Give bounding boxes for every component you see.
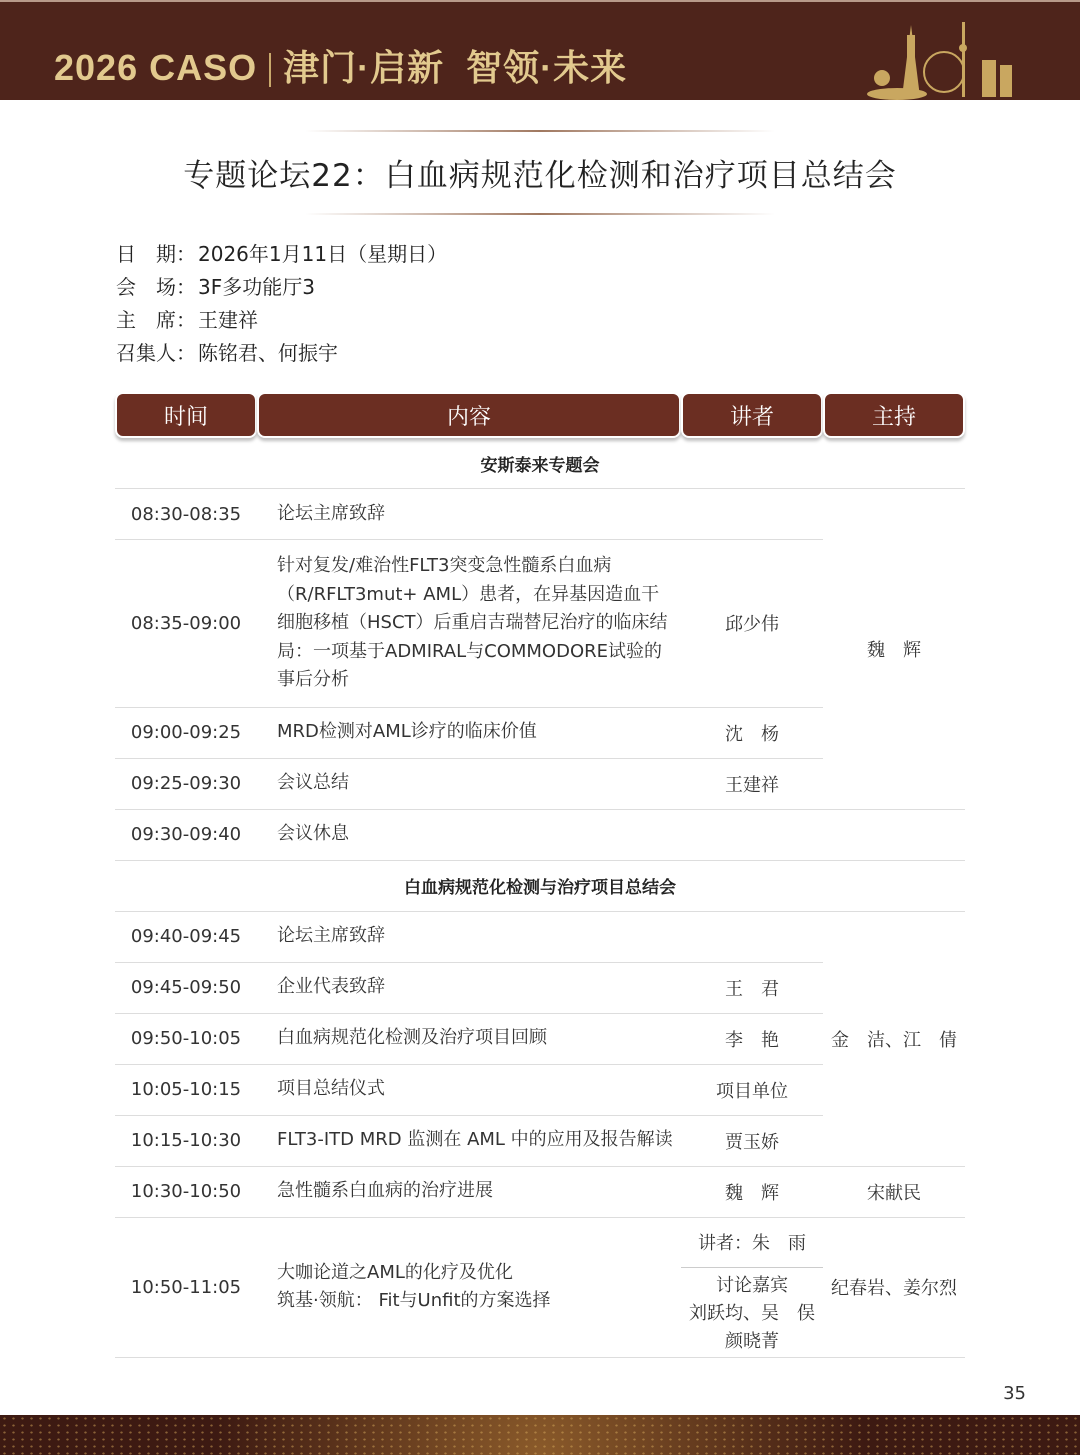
info-convener: 召集人： 陈铭君、何振宇 bbox=[116, 341, 338, 365]
table-row: 09:50-10:05 白血病规范化检测及治疗项目回顾 李 艳 bbox=[115, 1014, 965, 1065]
table-row: 09:40-09:45 论坛主席致辞 金 洁、江 倩 bbox=[115, 912, 965, 963]
slogan-1: 津门·启新 bbox=[283, 47, 445, 88]
table-row: 10:05-10:15 项目总结仪式 项目单位 bbox=[115, 1065, 965, 1116]
brand-logo-text: 2026 CASO bbox=[54, 47, 258, 88]
table-row: 10:15-10:30 FLT3-ITD MRD 监测在 AML 中的应用及报告解读 贾玉娇 bbox=[115, 1116, 965, 1167]
table-row: 10:50-11:05 大咖论道之AML的化疗及优化 筑基·领航： Fit与Unfit的方案选择 讲者：朱 雨 讨论嘉宾 刘跃均、吴 俣 颜晓菁 纪春岩、姜尔烈 bbox=[115, 1218, 965, 1358]
info-chair: 主 席： 王建祥 bbox=[116, 308, 258, 332]
host-cell: 金 洁、江 倩 bbox=[823, 912, 965, 1167]
page-number: 35 bbox=[1003, 1383, 1026, 1404]
title-block bbox=[0, 130, 1080, 215]
table-row: 09:00-09:25 MRD检测对AML诊疗的临床价值 沈 杨 bbox=[115, 708, 965, 759]
session-info bbox=[116, 238, 447, 370]
footer-band bbox=[0, 1415, 1080, 1455]
section-title: 白血病规范化检测与治疗项目总结会 bbox=[115, 861, 965, 912]
table-row: 09:25-09:30 会议总结 王建祥 bbox=[115, 759, 965, 810]
slogan-2: 智领·未来 bbox=[466, 47, 628, 88]
info-date: 日 期： 2026年1月11日（星期日） bbox=[116, 242, 448, 266]
host-cell: 魏 辉 bbox=[823, 489, 965, 810]
header-banner bbox=[0, 0, 1080, 100]
host-cell: 宋献民 bbox=[823, 1167, 965, 1218]
header-speaker: 讲者 bbox=[681, 392, 823, 438]
schedule-table bbox=[115, 392, 965, 1358]
brand bbox=[54, 40, 627, 91]
table-row: 08:30-08:35 论坛主席致辞 魏 辉 bbox=[115, 489, 965, 540]
header-content: 内容 bbox=[257, 392, 681, 438]
header-host: 主持 bbox=[823, 392, 965, 438]
city-skyline-icon bbox=[862, 20, 1032, 100]
table-row: 10:30-10:50 急性髓系白血病的治疗进展 魏 辉 宋献民 bbox=[115, 1167, 965, 1218]
table-row: 09:45-09:50 企业代表致辞 王 君 bbox=[115, 963, 965, 1014]
section-title: 安斯泰来专题会 bbox=[115, 438, 965, 489]
table-row: 08:35-09:00 针对复发/难治性FLT3突变急性髓系白血病（R/RFLT3mut+ AML）患者，在异基因造血干细胞移植（HSCT）后重启吉瑞替尼治疗的临床结局：一项基于ADMIRAL与COMMODORE试验的事后分析 邱少伟 bbox=[115, 540, 965, 708]
table-row: 09:30-09:40 会议休息 bbox=[115, 810, 965, 861]
header-time: 时间 bbox=[115, 392, 257, 438]
host-cell: 纪春岩、姜尔烈 bbox=[823, 1218, 965, 1358]
info-venue: 会 场： 3F多功能厅3 bbox=[116, 275, 315, 299]
page-title: 专题论坛22：白血病规范化检测和治疗项目总结会 bbox=[183, 158, 897, 194]
